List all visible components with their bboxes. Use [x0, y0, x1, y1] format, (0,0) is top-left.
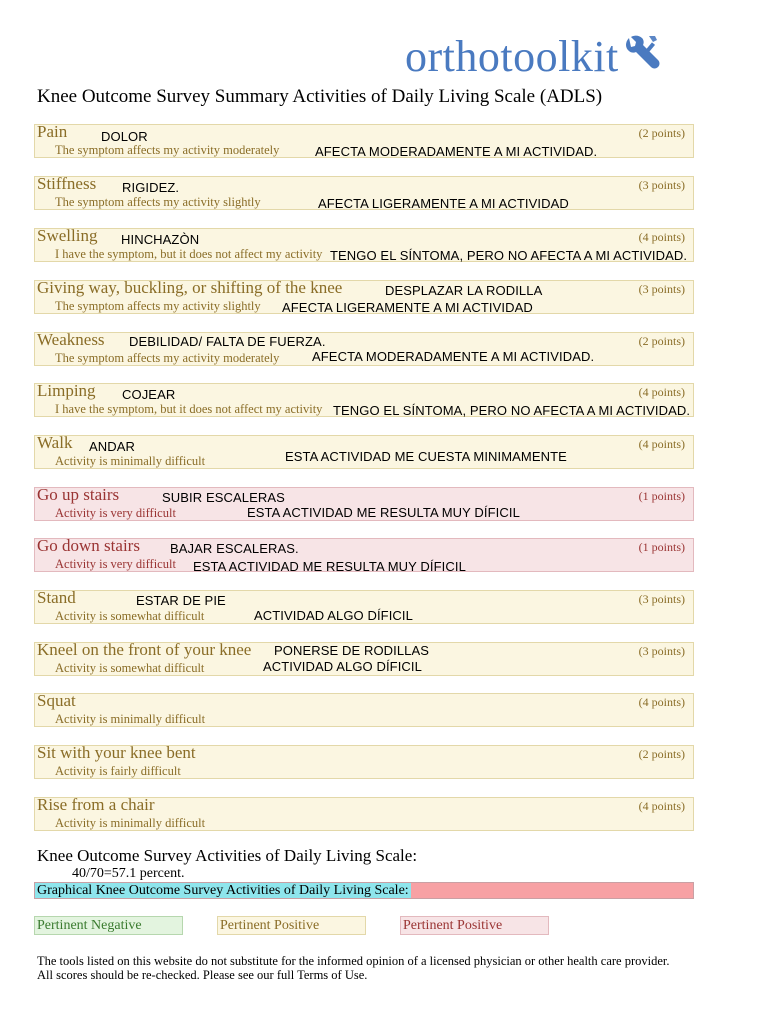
row-points: (4 points)	[638, 230, 685, 244]
row-title: Weakness	[37, 330, 105, 349]
annotation-term: DESPLAZAR LA RODILLA	[385, 283, 543, 298]
legend-pertinent-positive-mild: Pertinent Positive	[217, 916, 366, 935]
annotation-translation: TENGO EL SÍNTOMA, PERO NO AFECTA A MI ACTIVIDAD.	[333, 403, 691, 418]
disclaimer-line: All scores should be re-checked. Please see our full Terms of Use.	[37, 968, 368, 982]
score-bar	[34, 882, 694, 899]
disclaimer-line: The tools listed on this website do not substitute for the informed opinion of a licensed physician or other health care provider.	[37, 954, 670, 968]
annotation-translation: ESTA ACTIVIDAD ME RESULTA MUY DÍFICIL	[247, 505, 520, 520]
annotation-term: ESTAR DE PIE	[136, 593, 226, 608]
row-squat	[34, 693, 694, 727]
annotation-term: SUBIR ESCALERAS	[162, 490, 285, 505]
row-points: (2 points)	[638, 334, 685, 348]
legend-pertinent-positive-severe: Pertinent Positive	[400, 916, 549, 935]
row-title: Giving way, buckling, or shifting of the knee	[37, 278, 343, 297]
legend-pertinent-negative: Pertinent Negative	[34, 916, 183, 935]
logo[interactable]	[405, 28, 663, 84]
annotation-term: COJEAR	[122, 387, 176, 402]
row-subtitle: Activity is very difficult	[55, 557, 176, 571]
row-points: (3 points)	[638, 592, 685, 606]
row-subtitle: Activity is somewhat difficult	[55, 661, 205, 675]
row-subtitle: Activity is minimally difficult	[55, 712, 206, 726]
row-subtitle: Activity is somewhat difficult	[55, 609, 205, 623]
annotation-translation: AFECTA LIGERAMENTE A MI ACTIVIDAD	[318, 196, 569, 211]
row-rise	[34, 797, 694, 831]
row-title: Go down stairs	[37, 536, 140, 555]
row-points: (1 points)	[638, 540, 685, 554]
annotation-translation: ACTIVIDAD ALGO DÍFICIL	[254, 608, 413, 623]
row-points: (2 points)	[638, 126, 685, 140]
row-title: Kneel on the front of your knee	[37, 640, 252, 659]
annotation-term: HINCHAZÒN	[121, 232, 200, 247]
row-subtitle: Activity is very difficult	[55, 506, 176, 520]
annotation-translation: ESTA ACTIVIDAD ME RESULTA MUY DÍFICIL	[193, 559, 466, 574]
row-title: Swelling	[37, 226, 98, 245]
summary-score: 40/70=57.1 percent.	[72, 866, 185, 881]
row-title: Limping	[37, 381, 96, 400]
row-subtitle: The symptom affects my activity moderately	[55, 143, 280, 157]
logo-text: orthotoolkit	[405, 31, 619, 81]
annotation-translation: ACTIVIDAD ALGO DÍFICIL	[263, 659, 422, 674]
annotation-translation: AFECTA MODERADAMENTE A MI ACTIVIDAD.	[315, 144, 598, 159]
annotation-translation: AFECTA LIGERAMENTE A MI ACTIVIDAD	[282, 300, 533, 315]
row-points: (1 points)	[638, 489, 685, 503]
row-subtitle: Activity is minimally difficult	[55, 454, 206, 468]
disclaimer	[37, 954, 717, 982]
annotation-translation: TENGO EL SÍNTOMA, PERO NO AFECTA A MI ACTIVIDAD.	[330, 248, 688, 263]
row-points: (4 points)	[638, 799, 685, 813]
row-subtitle: I have the symptom, but it does not affect my activity	[55, 402, 323, 416]
row-points: (4 points)	[638, 385, 685, 399]
annotation-term: BAJAR ESCALERAS.	[170, 541, 299, 556]
row-title: Stand	[37, 588, 76, 607]
annotation-term: DOLOR	[101, 129, 148, 144]
row-subtitle: I have the symptom, but it does not affect my activity	[55, 247, 323, 261]
row-points: (4 points)	[638, 695, 685, 709]
annotation-term: PONERSE DE RODILLAS	[274, 643, 430, 658]
annotation-translation: ESTA ACTIVIDAD ME CUESTA MINIMAMENTE	[285, 449, 567, 464]
row-subtitle: The symptom affects my activity slightly	[55, 299, 261, 313]
row-points: (4 points)	[638, 437, 685, 451]
row-title: Sit with your knee bent	[37, 743, 196, 762]
row-title: Rise from a chair	[37, 795, 155, 814]
row-title: Stiffness	[37, 174, 97, 193]
row-title: Pain	[37, 122, 68, 141]
row-subtitle: The symptom affects my activity moderately	[55, 351, 280, 365]
summary-title: Knee Outcome Survey Activities of Daily Living Scale:	[37, 846, 418, 865]
row-title: Squat	[37, 691, 76, 710]
row-subtitle: Activity is minimally difficult	[55, 816, 206, 830]
page-title: Knee Outcome Survey Summary Activities of Daily Living Scale (ADLS)	[37, 86, 603, 107]
row-points: (2 points)	[638, 747, 685, 761]
annotation-term: RIGIDEZ.	[122, 180, 180, 195]
row-title: Walk	[37, 433, 73, 452]
wrench-icon	[621, 32, 663, 77]
annotation-translation: AFECTA MODERADAMENTE A MI ACTIVIDAD.	[312, 349, 595, 364]
score-bar-label: Graphical Knee Outcome Survey Activities of Daily Living Scale:	[37, 883, 409, 898]
row-points: (3 points)	[638, 282, 685, 296]
annotation-term: DEBILIDAD/ FALTA DE FUERZA.	[129, 334, 326, 349]
row-points: (3 points)	[638, 644, 685, 658]
row-subtitle: Activity is fairly difficult	[55, 764, 181, 778]
row-sit	[34, 745, 694, 779]
row-points: (3 points)	[638, 178, 685, 192]
row-title: Go up stairs	[37, 485, 120, 504]
row-subtitle: The symptom affects my activity slightly	[55, 195, 261, 209]
annotation-term: ANDAR	[89, 439, 136, 454]
